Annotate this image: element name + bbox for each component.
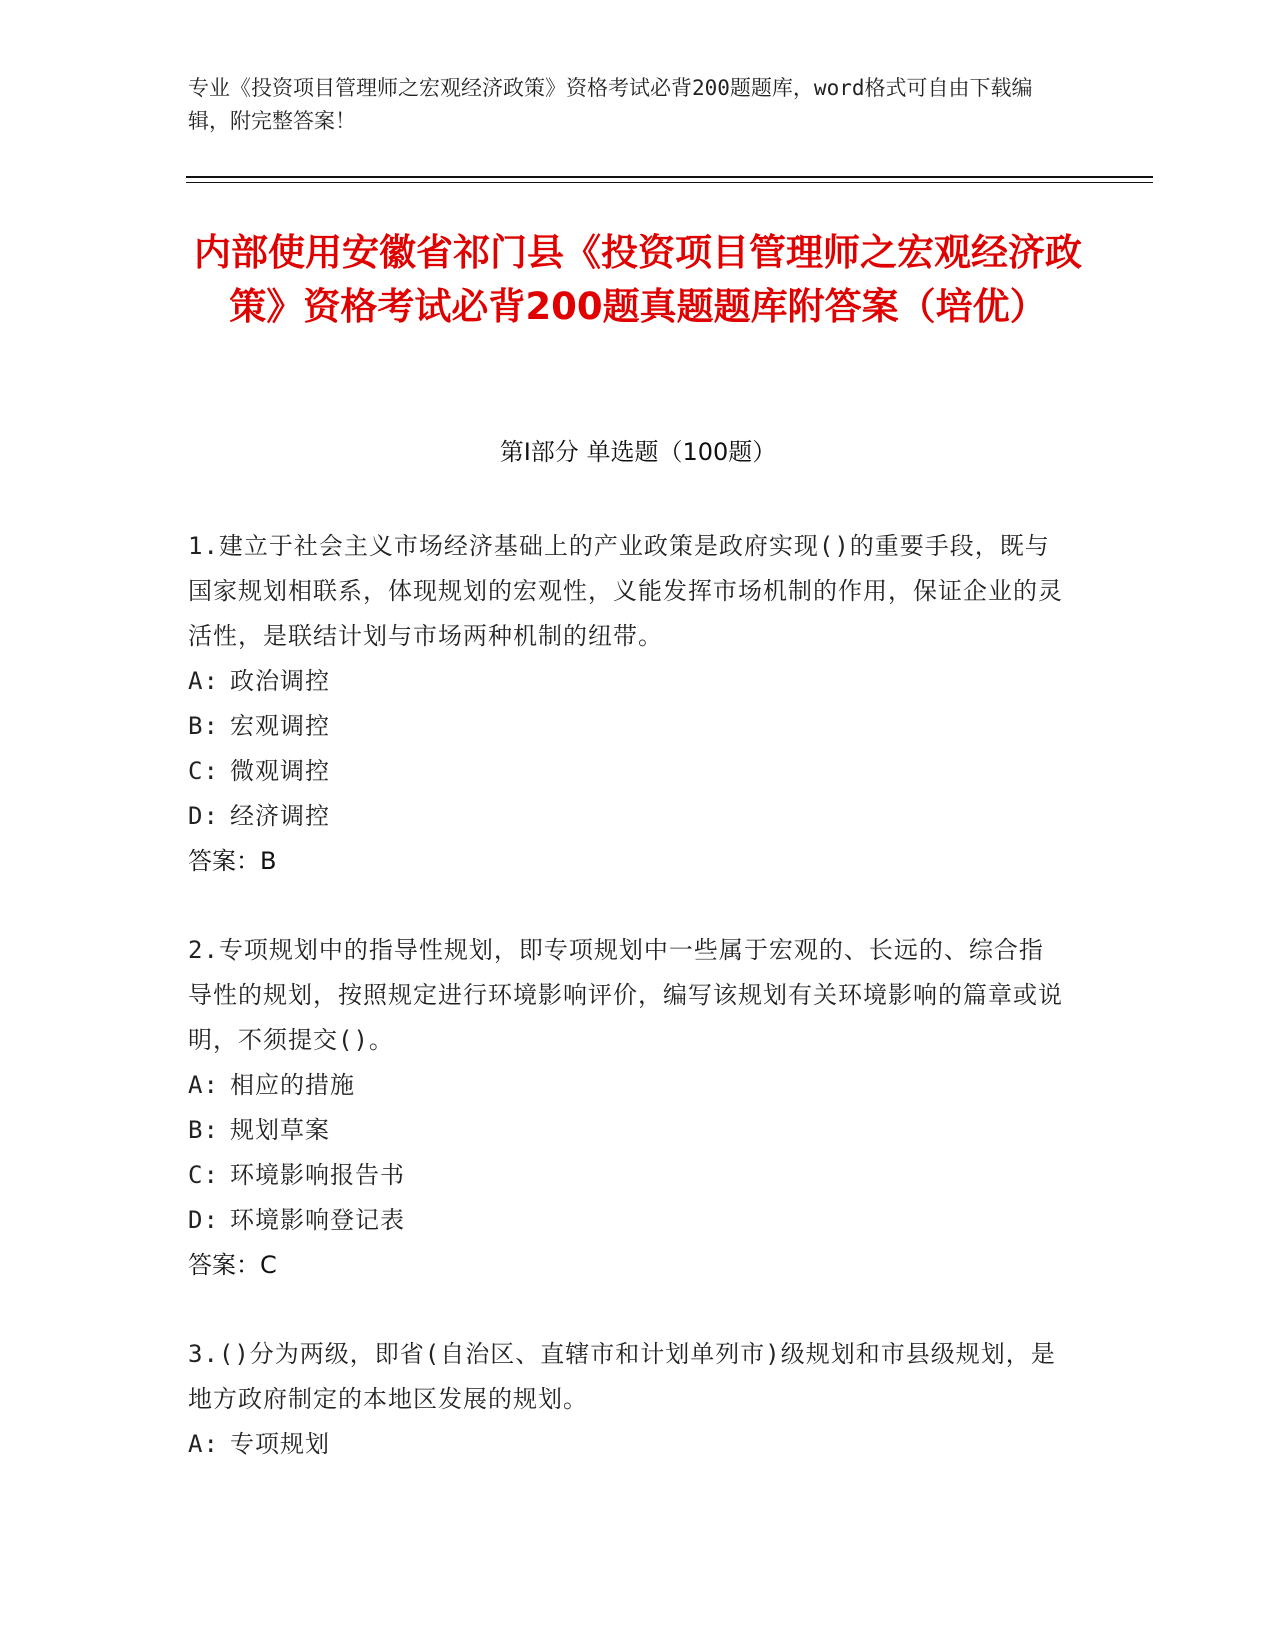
option-key: A: bbox=[188, 1071, 219, 1099]
question-list bbox=[188, 524, 1068, 1511]
option-key: D: bbox=[188, 802, 219, 830]
option-text: 政治调控 bbox=[230, 667, 330, 695]
option-text: 环境影响报告书 bbox=[230, 1161, 405, 1189]
option-text: 经济调控 bbox=[230, 802, 330, 830]
option-text: 专项规划 bbox=[230, 1430, 330, 1458]
option-key: B: bbox=[188, 712, 219, 740]
document-title: 内部使用安徽省祁门县《投资项目管理师之宏观经济政策》资格考试必背200题真题题库附答案（培优） bbox=[194, 231, 1082, 328]
option-key: B: bbox=[188, 1116, 219, 1144]
question-3 bbox=[188, 1332, 1068, 1467]
question-stem: 2.专项规划中的指导性规划，即专项规划中一些属于宏观的、长远的、综合指导性的规划，按照规定进行环境影响评价，编写该规划有关环境影响的篇章或说明，不须提交()。 bbox=[188, 936, 1063, 1054]
option-text: 宏观调控 bbox=[230, 712, 330, 740]
option-key: A: bbox=[188, 1430, 219, 1458]
question-stem: 1.建立于社会主义市场经济基础上的产业政策是政府实现()的重要手段，既与国家规划相联系，体现规划的宏观性，义能发挥市场机制的作用，保证企业的灵活性，是联结计划与市场两种机制的纽带。 bbox=[188, 532, 1063, 650]
header-rule-thin bbox=[186, 182, 1153, 183]
option-a bbox=[188, 1063, 1068, 1108]
option-key: C: bbox=[188, 1161, 219, 1189]
option-a bbox=[188, 659, 1068, 704]
question-stem: 3.()分为两级，即省(自治区、直辖市和计划单列市)级规划和市县级规划，是地方政府制定的本地区发展的规划。 bbox=[188, 1340, 1056, 1413]
header-note: 专业《投资项目管理师之宏观经济政策》资格考试必背200题题库，word格式可自由下载编辑，附完整答案！ bbox=[188, 76, 1033, 133]
option-key: C: bbox=[188, 757, 219, 785]
option-a bbox=[188, 1422, 1068, 1467]
option-text: 相应的措施 bbox=[230, 1071, 355, 1099]
option-text: 微观调控 bbox=[230, 757, 330, 785]
option-b bbox=[188, 1108, 1068, 1153]
option-d bbox=[188, 794, 1068, 839]
option-text: 规划草案 bbox=[230, 1116, 330, 1144]
option-c bbox=[188, 749, 1068, 794]
question-2 bbox=[188, 928, 1068, 1288]
option-b bbox=[188, 704, 1068, 749]
option-c bbox=[188, 1153, 1068, 1198]
question-1 bbox=[188, 524, 1068, 884]
answer-line: 答案：B bbox=[188, 847, 277, 875]
option-d bbox=[188, 1198, 1068, 1243]
option-key: D: bbox=[188, 1206, 219, 1234]
option-key: A: bbox=[188, 667, 219, 695]
header-rule-thick bbox=[186, 176, 1153, 178]
section-heading: 第I部分 单选题（100题） bbox=[499, 438, 777, 466]
answer-line: 答案：C bbox=[188, 1251, 277, 1279]
option-text: 环境影响登记表 bbox=[230, 1206, 405, 1234]
